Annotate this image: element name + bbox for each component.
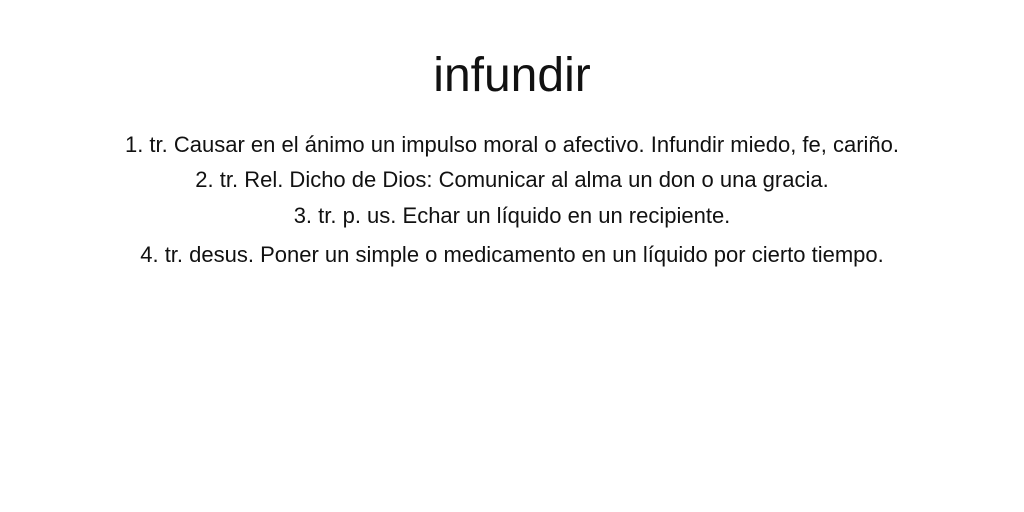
definition-item: 3. tr. p. us. Echar un líquido en un recipiente.: [293, 203, 731, 228]
definition-item: 4. tr. desus. Poner un simple o medicamento en un líquido por cierto tiempo.: [140, 242, 884, 267]
definition-item: 1. tr. Causar en el ánimo un impulso moral o afectivo. Infundir miedo, fe, cariño.: [124, 132, 900, 157]
headword: infundir: [433, 49, 591, 102]
definition-item: 2. tr. Rel. Dicho de Dios: Comunicar al alma un don o una gracia.: [195, 167, 829, 192]
definition-list: [80, 126, 944, 274]
